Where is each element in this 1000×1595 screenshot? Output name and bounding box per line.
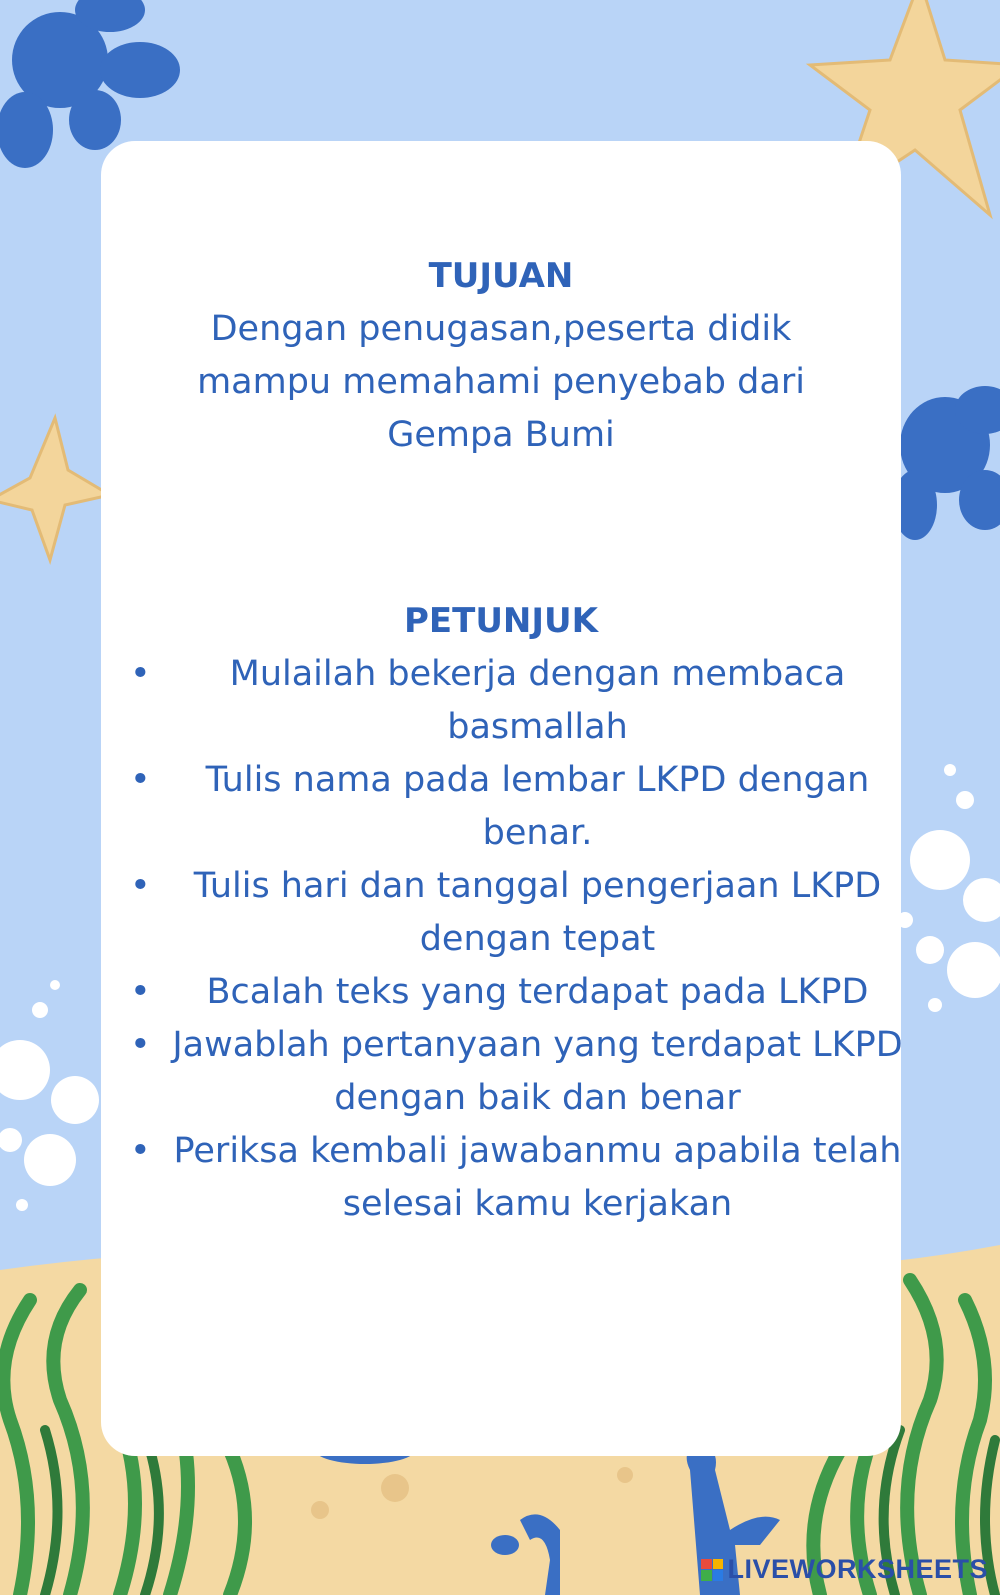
- list-item: [130, 966, 905, 1019]
- petunjuk-list: [130, 648, 905, 1231]
- list-item-text: Mulailah bekerja dengan membaca basmallah: [229, 654, 846, 747]
- bullet-icon: •: [130, 1025, 151, 1065]
- bullet-icon: •: [130, 1131, 151, 1171]
- bullet-icon: •: [130, 654, 151, 694]
- liveworksheets-logo-text: LIVEWORKSHEETS: [727, 1554, 988, 1584]
- tujuan-heading: TUJUAN: [428, 256, 574, 296]
- bullet-icon: •: [130, 866, 151, 906]
- liveworksheets-logo-icon: [701, 1559, 723, 1581]
- list-item: [130, 860, 905, 966]
- list-item-text: Tulis hari dan tanggal pengerjaan LKPD dengan tepat: [193, 866, 882, 959]
- petunjuk-heading: PETUNJUK: [403, 601, 598, 641]
- list-item: [130, 648, 905, 754]
- list-item: [130, 1019, 905, 1125]
- list-item-text: Bcalah teks yang terdapat pada LKPD: [206, 972, 869, 1012]
- list-item-text: Tulis nama pada lembar LKPD dengan benar.: [205, 760, 870, 853]
- bullet-icon: •: [130, 972, 151, 1012]
- list-item-text: Periksa kembali jawabanmu apabila telah selesai kamu kerjakan: [173, 1131, 902, 1224]
- list-item-text: Jawablah pertanyaan yang terdapat LKPD dengan baik dan benar: [172, 1025, 903, 1118]
- list-item: [130, 754, 905, 860]
- bullet-icon: •: [130, 760, 151, 800]
- liveworksheets-logo[interactable]: [701, 1554, 988, 1585]
- list-item: [130, 1125, 905, 1231]
- tujuan-body-text: Dengan penugasan,peserta didik mampu memahami penyebab dari Gempa Bumi: [197, 309, 805, 455]
